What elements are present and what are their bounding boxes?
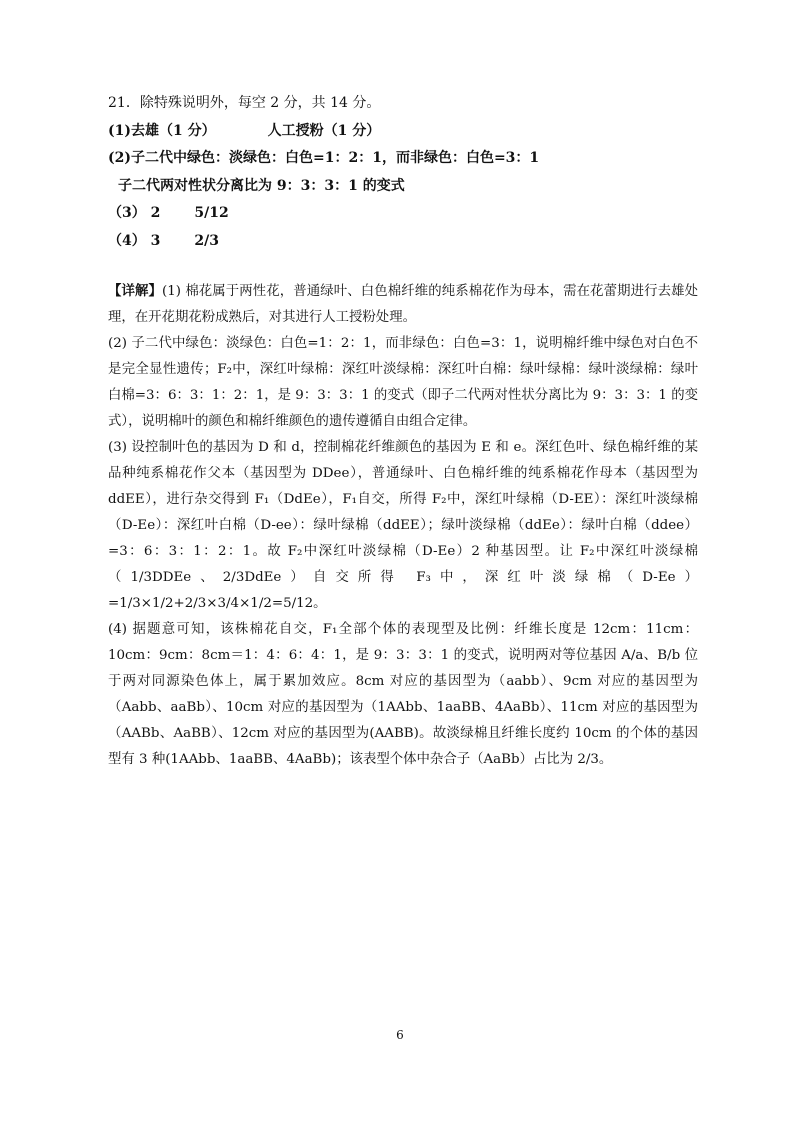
answer-1-part2: 人工授粉（1 分）	[267, 122, 381, 139]
answer-1-part1: (1)去雄（1 分）	[108, 122, 216, 139]
explanation-paragraph-1	[108, 278, 698, 331]
answer-3	[108, 200, 708, 228]
answer-3-value2: 5/12	[194, 205, 229, 221]
answer-2-line1: (2)子二代中绿色：淡绿色：白色=1：2：1，而非绿色：白色=3：1	[108, 150, 540, 166]
answer-3-value1: 2	[150, 205, 161, 221]
explanation-paragraph-4: (4) 据题意可知，该株棉花自交，F₁全部个体的表现型及比例：纤维长度是 12cm：11cm：10cm：9cm：8cm＝1：4：6：4：1，是 9：3：3：1 的变式，说明两对等位基因 A/a、B/b 位于两对同源染色体上，属于累加效应。8cm 对应的基因型为（aabb）、9cm 对应的基因型为（Aabb、aaBb）、10cm 对应的基因型为（1AAbb、1aaBB、4AaBb）、11cm 对应的基因型为（AABb、AaBB）、12cm 对应的基因型为(AABB)。故淡绿棉且纤维长度约 10cm 的个体的基因型有 3 种(1AAbb、1aaBB、4AaBb)；该表型个体中杂合子（AaBb）占比为 2/3。	[108, 622, 698, 767]
answer-4	[108, 228, 708, 256]
answer-4-value2: 2/3	[194, 232, 219, 249]
explanation-block	[108, 278, 698, 773]
explanation-label: 【详解】	[108, 283, 162, 299]
explanation-paragraph-2: (2) 子二代中绿色：淡绿色：白色=1：2：1，而非绿色：白色=3：1，说明棉纤维中绿色对白色不是完全显性遗传；F₂中，深红叶绿棉：深红叶淡绿棉：深红叶白棉：绿叶绿棉：绿叶淡绿棉：绿叶白棉=3：6：3：1：2：1，是 9：3：3：1 的变式（即子二代两对性状分离比为 9：3：3：1 的变式），说明棉叶的颜色和棉纤维颜色的遗传遵循自由组合定律。	[108, 336, 698, 429]
question-header: 21．除特殊说明外，每空 2 分，共 14 分。	[108, 95, 381, 111]
answer-block	[108, 90, 708, 255]
answer-3-label: （3）	[108, 205, 146, 221]
explanation-paragraph-3: (3) 设控制叶色的基因为 D 和 d，控制棉花纤维颜色的基因为 E 和 e。深红色叶、绿色棉纤维的某品种纯系棉花作父本（基因型为 DDee），普通绿叶、白色棉纤维的纯系棉花作母本（基因型为 ddEE），进行杂交得到 F₁（DdEe），F₁自交，所得 F₂中，深红叶绿棉（D-EE）：深红叶淡绿棉（D-Ee）：深红叶白棉（D-ee）：绿叶绿棉（ddEE）；绿叶淡绿棉（ddEe）：绿叶白棉（ddee）=3：6：3：1：2：1。故 F₂中深红叶淡绿棉（D-Ee）2 种基因型。让 F₂中深红叶淡绿棉（1/3DDEe、2/3DdEe）自交所得 F₃中，深红叶淡绿棉（D-Ee）=1/3×1/2+2/3×3/4×1/2=5/12。	[108, 440, 698, 611]
answer-4-value1: 3	[150, 232, 161, 249]
answer-2-line2: 子二代两对性状分离比为 9：3：3：1 的变式	[118, 177, 405, 194]
page-number: 6	[396, 1028, 404, 1042]
answer-4-label: （4）	[108, 232, 146, 249]
explanation-text-1: (1) 棉花属于两性花，普通绿叶、白色棉纤维的纯系棉花作为母本，需在花蕾期进行去雄处理，在开花期花粉成熟后，对其进行人工授粉处理。	[108, 284, 698, 325]
answer-1	[108, 118, 708, 146]
